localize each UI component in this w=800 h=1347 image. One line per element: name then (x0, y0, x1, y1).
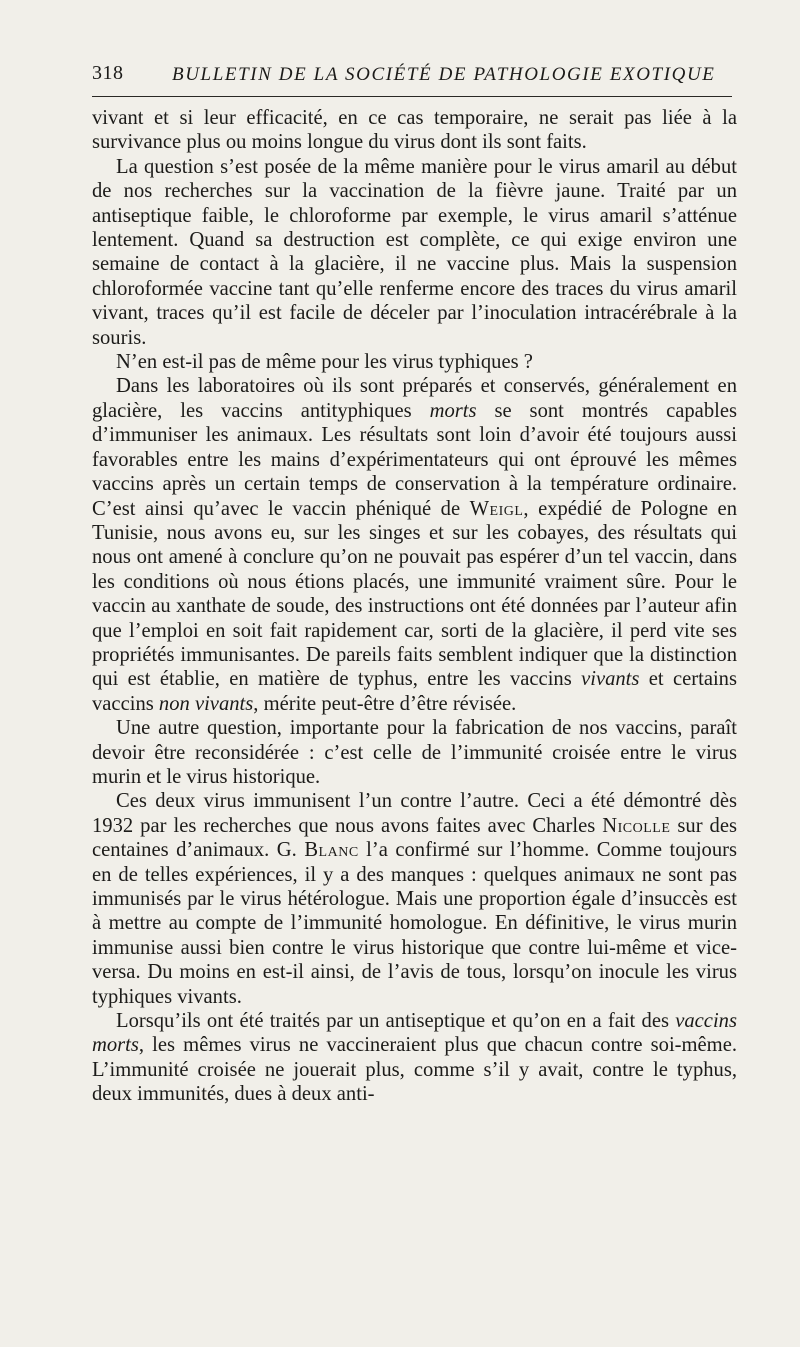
running-title: BULLETIN DE LA SOCIÉTÉ DE PATHOLOGIE EXOTIQUE (172, 64, 716, 85)
author-name: Blanc (304, 839, 359, 862)
text-run: et certains vaccins (92, 668, 737, 715)
text-run: , les mêmes virus ne vaccineraient plus que chacun contre soi-même. L’immunité croisée ne jouerait plus, comme s’il y avait, contre le typhus, deux immunités, dues à deux anti- (92, 1034, 737, 1106)
paragraph (92, 374, 737, 716)
paragraph (92, 789, 737, 1009)
text-run: N’en est-il pas de même pour les virus typhiques ? (116, 351, 533, 374)
author-name: Weigl (469, 497, 524, 520)
text-run: Dans les laboratoires où ils sont préparés et conservés, généralement en glacière, les vaccins antityphiques (92, 375, 737, 422)
text-run: , expédié de Pologne en Tunisie, nous avons eu, sur les singes et sur les cobayes, des résultats qui nous ont amené à conclure qu’on ne pouvait pas espérer d’un tel vaccin, dans les conditions où nous étions placés, une immunité vraiment sûre. Pour le vaccin au xanthate de soude, des instructions ont été données par l’auteur afin que l’emploi en soit fait rapidement car, sorti de la glacière, il perd vite ses propriétés immunisantes. De pareils faits semblent indiquer que la distinction qui est établie, en matière de typhus, entre les vaccins (92, 497, 737, 691)
header-rule (92, 96, 732, 97)
text-run: La question s’est posée de la même manière pour le virus amaril au début de nos recherches sur la vaccination de la fièvre jaune. Traité par un antiseptique faible, le chloroforme par exemple, le virus amaril s’atténue lentement. Quand sa destruction est complète, ce qui exige environ une semaine de contact à la glacière, il ne vaccine plus. Mais la suspension chloroformée vaccine tant qu’elle renferme encore des traces du virus amaril vivant, traces qu’il est facile de déceler par l’inoculation intracérébrale à la souris. (92, 155, 737, 349)
text-run: , mérite peut-être d’être révisée. (253, 692, 517, 715)
italic-text: vaccins morts (92, 1010, 737, 1057)
paragraph (92, 350, 737, 374)
paragraph (92, 1009, 737, 1107)
paragraph (92, 155, 737, 350)
body-text (92, 106, 737, 1107)
text-run: vivant et si leur efficacité, en ce cas temporaire, ne serait pas liée à la survivance plus ou moins longue du virus dont ils sont faits. (92, 107, 737, 154)
author-name: Nicolle (602, 814, 671, 837)
italic-text: non vivants (158, 692, 254, 715)
text-run: Une autre question, importante pour la fabrication de nos vaccins, paraît devoir être reconsidérée : c’est celle de l’immunité croisée entre le virus murin et le virus historique. (92, 717, 737, 788)
italic-text: morts (429, 399, 477, 422)
italic-text: vivants (581, 668, 640, 691)
page-number: 318 (92, 62, 124, 84)
text-run: Ces deux virus immunisent l’un contre l’autre. Ceci a été démontré dès 1932 par les recherches que nous avons faites avec Charles (92, 790, 737, 837)
paragraph (92, 106, 737, 155)
text-run: sur des centaines d’animaux. G. (92, 814, 738, 862)
text-run: l’a confirmé sur l’homme. Comme toujours en de telles expériences, il y a des manques : quelques animaux ne sont pas immunisés par le virus hétérologue. Mais une proportion égale d’insuccès est à mettre au compte de l’immunité homologue. En définitive, le virus murin immunise aussi bien contre le virus historique que contre lui-même et vice-versa. Du moins en est-il ainsi, de l’avis de tous, lorsqu’on inocule les virus typhiques vivants. (92, 839, 738, 1008)
page-header (92, 60, 732, 94)
text-run: Lorsqu’ils ont été traités par un antiseptique et qu’on en a fait des (116, 1010, 676, 1033)
text-run: se sont montrés capables d’immuniser les animaux. Les résultats sont loin d’avoir été toujours aussi favorables entre les mains d’expérimentateurs qui ont éprouvé les mêmes vaccins après un certain temps de conservation à la température ordinaire. C’est ainsi qu’avec le vaccin phéniqué de (92, 399, 737, 520)
paragraph (92, 716, 737, 789)
